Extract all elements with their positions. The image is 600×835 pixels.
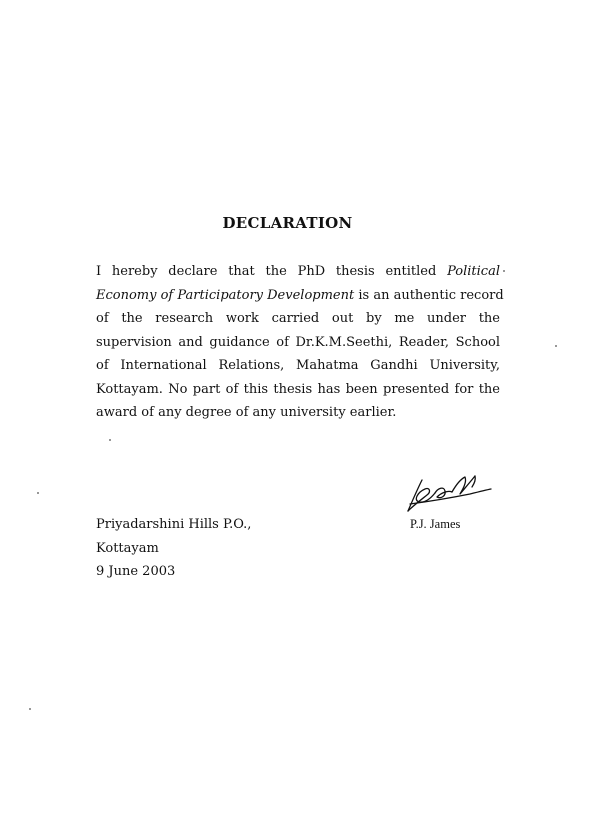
- address-line: Priyadarshini Hills P.O.,: [96, 517, 252, 532]
- body-line: award of any degree of any university earlier.: [96, 405, 397, 420]
- body-text: is an authentic record: [354, 287, 504, 303]
- thesis-title-part: Economy of Participatory Development: [96, 287, 355, 303]
- declaration-body: [96, 260, 504, 425]
- scan-speck: [503, 270, 505, 272]
- body-line: of International Relations, Mahatma Gandhi University,: [96, 358, 500, 373]
- body-line: Kottayam. No part of this thesis has been presented for the: [96, 381, 500, 397]
- body-line: [96, 284, 504, 308]
- body-line: supervision and guidance of Dr.K.M.Seethi, Reader, School: [96, 334, 500, 350]
- date: 9 June 2003: [96, 564, 176, 579]
- signatory-name: P.J. James: [410, 517, 461, 531]
- signature-block: [400, 470, 520, 540]
- scan-speck: [109, 439, 111, 441]
- body-text: I hereby declare that the PhD thesis entitled: [96, 264, 448, 279]
- address-block: [96, 513, 251, 584]
- page-title: DECLARATION: [222, 214, 353, 232]
- body-line: of the research work carried out by me under the: [96, 311, 500, 326]
- scan-speck: [37, 492, 39, 494]
- handwritten-signature: [400, 470, 495, 515]
- address-city: Kottayam: [96, 540, 159, 556]
- body-line: [96, 260, 500, 284]
- scan-speck: [555, 345, 557, 347]
- thesis-title-part: Political: [447, 264, 500, 279]
- scan-speck: [29, 708, 31, 710]
